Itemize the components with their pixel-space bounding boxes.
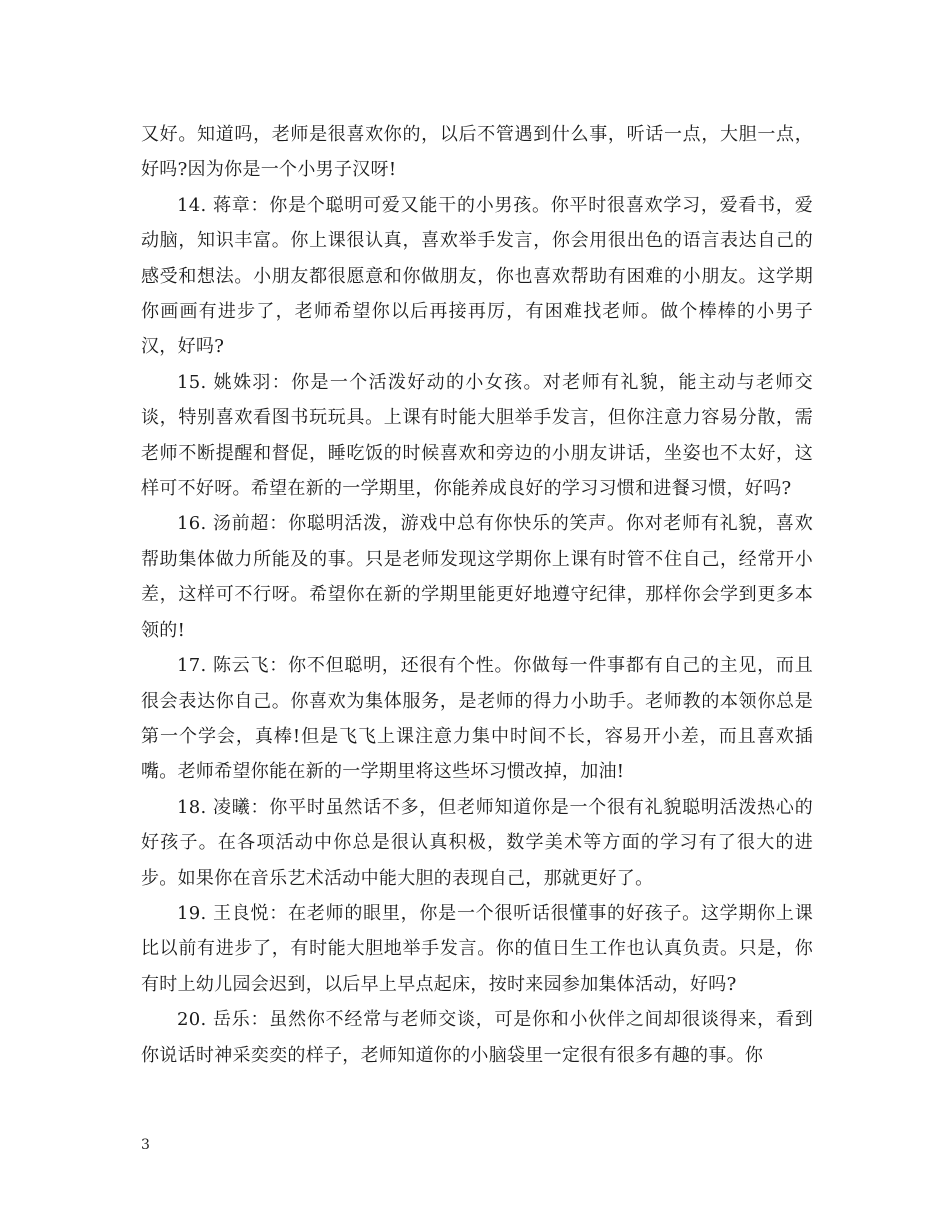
paragraph-comment-20: 20. 岳乐：虽然你不经常与老师交谈，可是你和小伙伴之间却很谈得来，看到你说话时神采奕奕的样子，老师知道你的小脑袋里一定很有很多有趣的事。你 <box>141 1009 813 1066</box>
paragraph-comment-17: 17. 陈云飞：你不但聪明，还很有个性。你做每一件事都有自己的主见，而且很会表达你自己。你喜欢为集体服务，是老师的得力小助手。老师教的本领你总是第一个学会，真棒!但是飞飞上课注意力集中时间不长，容易开小差，而且喜欢插嘴。老师希望你能在新的一学期里将这些坏习惯改掉，加油! <box>141 655 813 783</box>
paragraph-comment-19: 19. 王良悦：在老师的眼里，你是一个很听话很懂事的好孩子。这学期你上课比以前有进步了，有时能大胆地举手发言。你的值日生工作也认真负责。只是，你有时上幼儿园会迟到，以后早上早点起床，按时来园参加集体活动，好吗? <box>141 902 813 995</box>
document-body <box>141 117 813 1073</box>
paragraph-comment-18: 18. 凌曦：你平时虽然话不多，但老师知道你是一个很有礼貌聪明活泼热心的好孩子。在各项活动中你总是很认真积极，数学美术等方面的学习有了很大的进步。如果你在音乐艺术活动中能大胆的表现自己，那就更好了。 <box>141 796 813 889</box>
paragraph-continuation: 又好。知道吗，老师是很喜欢你的，以后不管遇到什么事，听话一点，大胆一点，好吗?因为你是一个小男子汉呀! <box>141 124 813 181</box>
page-number: 3 <box>141 1137 150 1153</box>
paragraph-comment-15: 15. 姚姝羽：你是一个活泼好动的小女孩。对老师有礼貌，能主动与老师交谈，特别喜欢看图书玩玩具。上课有时能大胆举手发言，但你注意力容易分散，需老师不断提醒和督促，睡吃饭的时候喜欢和旁边的小朋友讲话，坐姿也不太好，这样可不好呀。希望在新的一学期里，你能养成良好的学习习惯和进餐习惯，好吗? <box>141 371 813 500</box>
paragraph-comment-14: 14. 蒋章：你是个聪明可爱又能干的小男孩。你平时很喜欢学习，爱看书，爱动脑，知识丰富。你上课很认真，喜欢举手发言，你会用很出色的语言表达自己的感受和想法。小朋友都很愿意和你做朋友，你也喜欢帮助有困难的小朋友。这学期你画画有进步了，老师希望你以后再接再厉，有困难找老师。做个棒棒的小男子汉，好吗? <box>141 194 813 358</box>
paragraph-comment-16: 16. 汤前超：你聪明活泼，游戏中总有你快乐的笑声。你对老师有礼貌，喜欢帮助集体做力所能及的事。只是老师发现这学期你上课有时管不住自己，经常开小差，这样可不行呀。希望你在新的学期里能更好地遵守纪律，那样你会学到更多本领的! <box>141 513 813 641</box>
